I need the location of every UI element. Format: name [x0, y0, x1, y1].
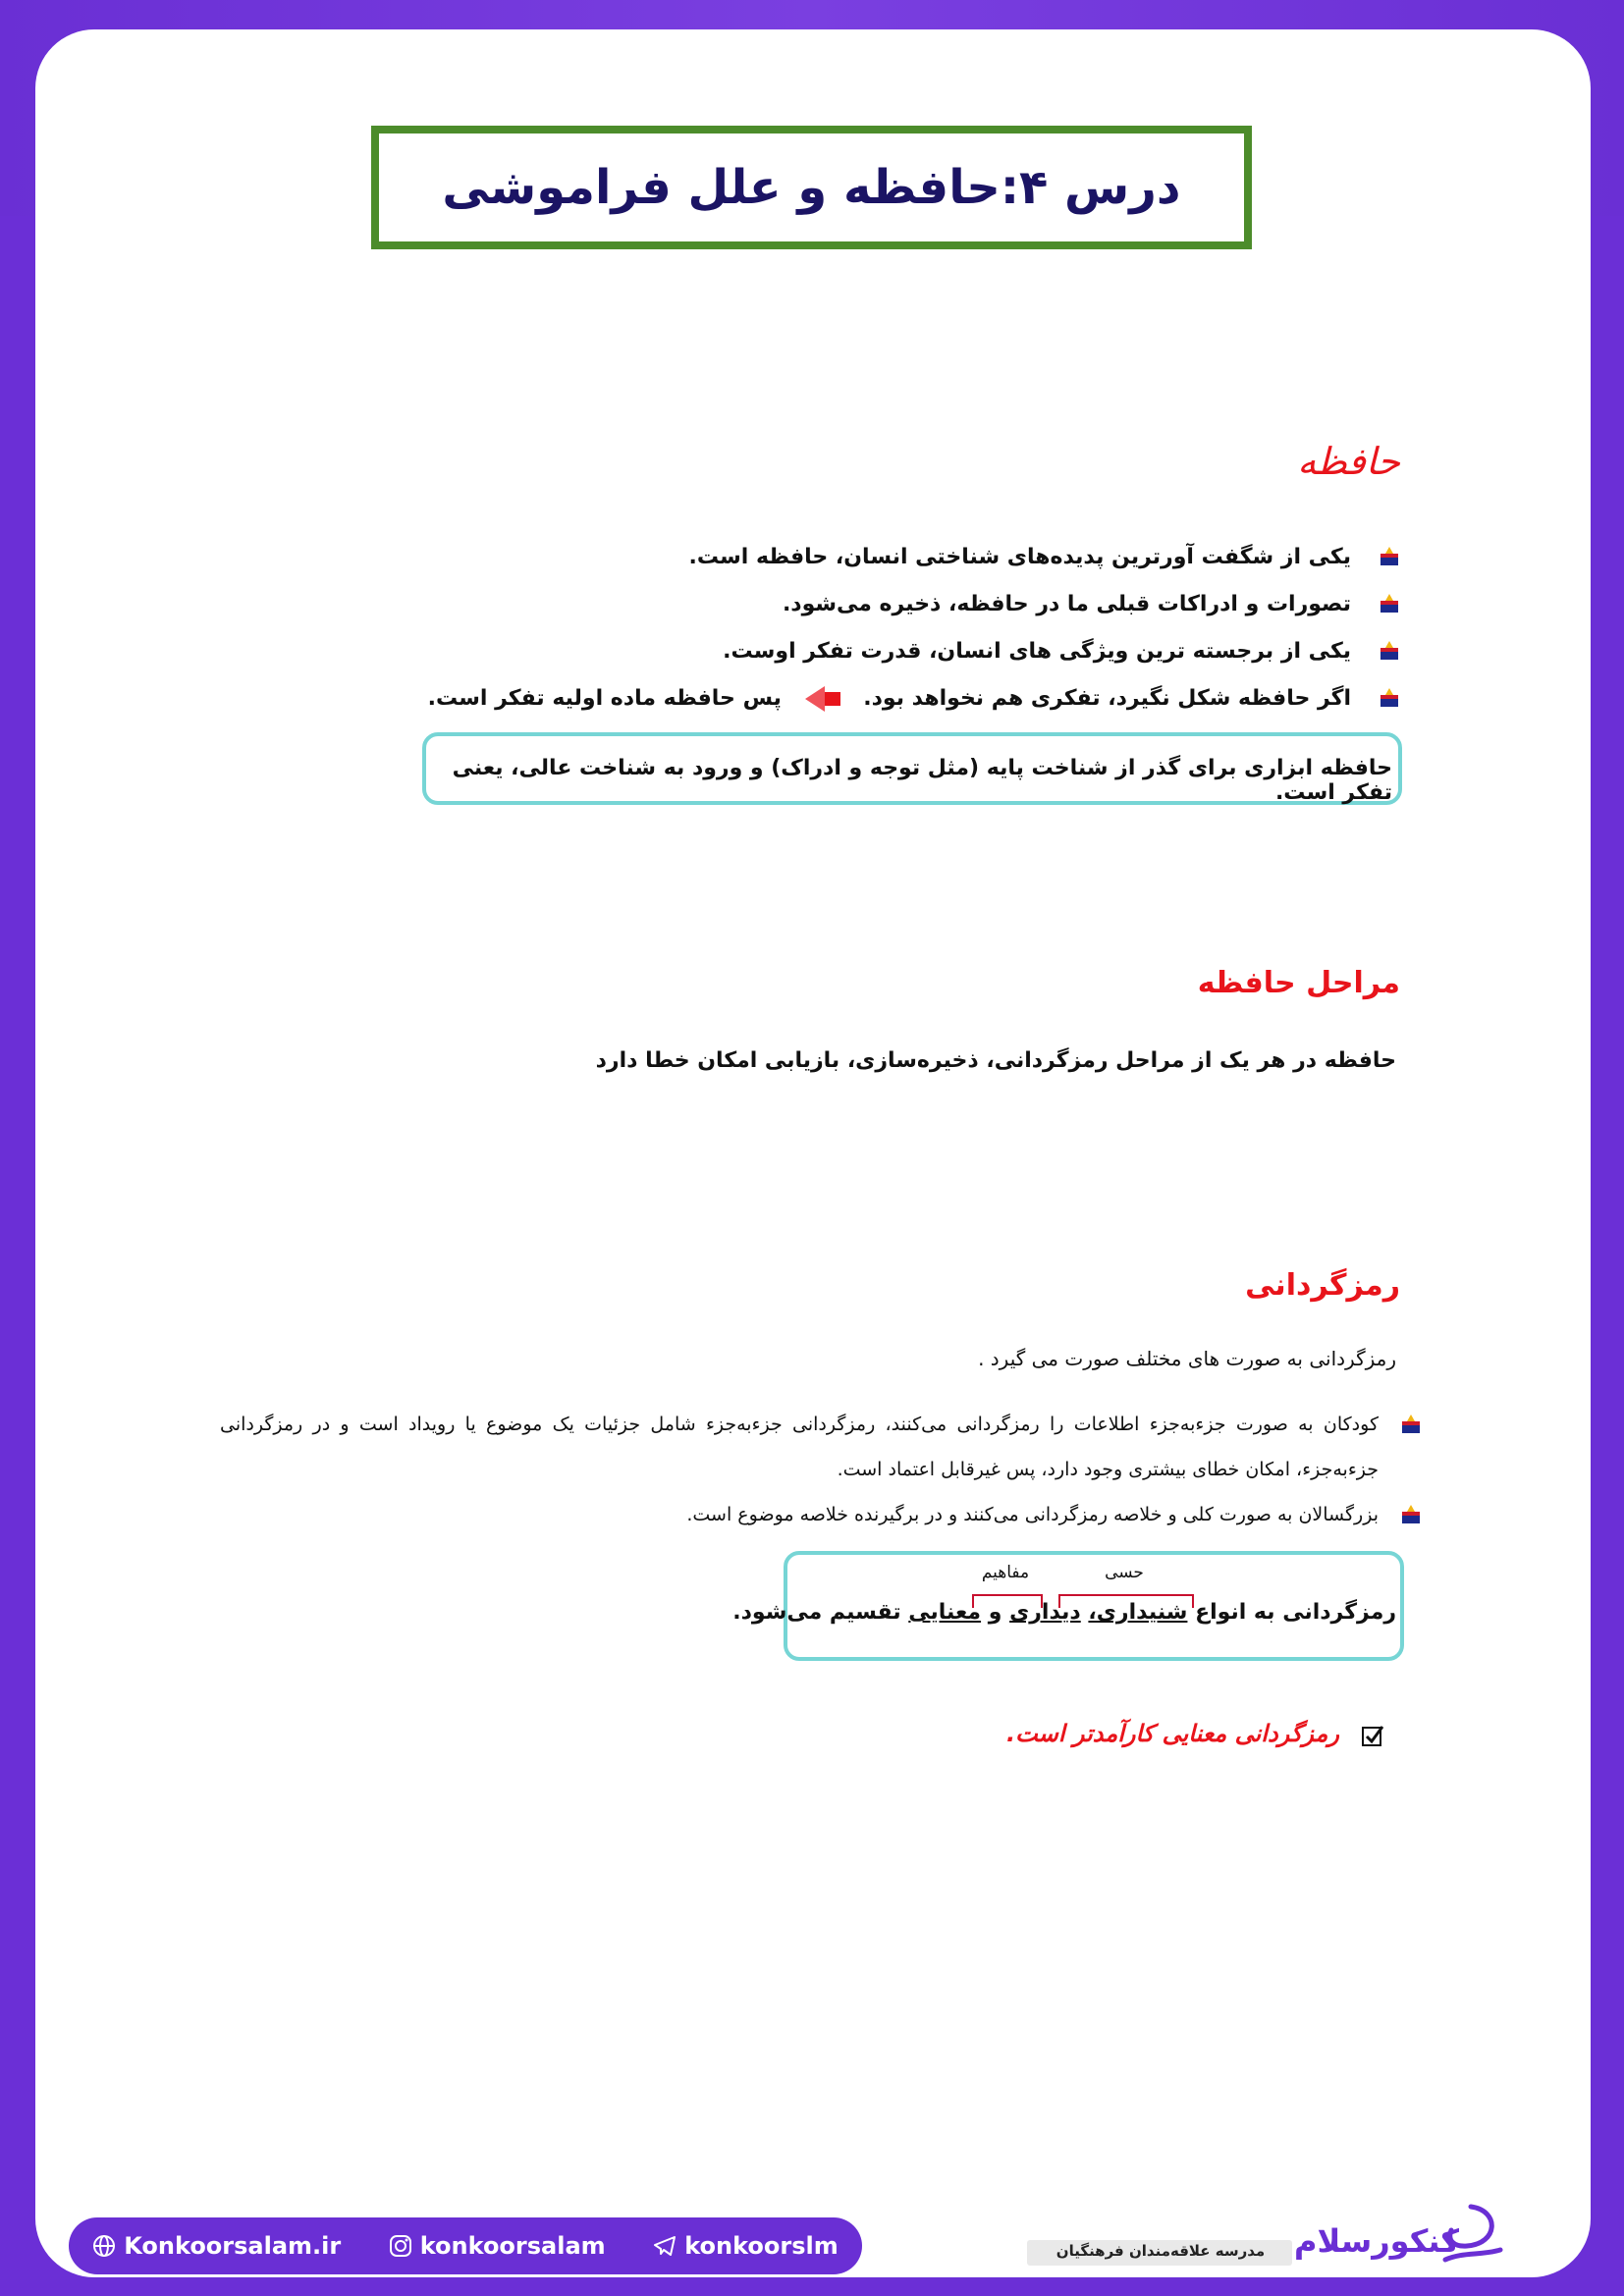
- bullet-arrow-icon: [1400, 1414, 1422, 1435]
- encoding-conclusion: رمزگردانی معنایی کارآمدتر است.: [1006, 1720, 1339, 1747]
- encoding-bullet-list: [220, 1402, 1379, 1537]
- bullet-arrow-icon: [1379, 640, 1400, 662]
- footer-social-bar: [69, 2217, 862, 2274]
- memory-bullet-text: اگر حافظه شکل نگیرد، تفکری هم نخواهد بود.: [863, 686, 1351, 711]
- encoding-bullet-text: بزرگسالان به صورت کلی و خلاصه رمزگردانی می‌کنند و در برگیرنده خلاصه موضوع است.: [686, 1504, 1379, 1525]
- memory-definition-box: [422, 732, 1402, 805]
- telegram-icon: [653, 2234, 677, 2258]
- logo-mark-icon: [1441, 2201, 1506, 2275]
- memory-bullet-text: تصورات و ادراکات قبلی ما در حافظه، ذخیره می‌شود.: [782, 592, 1351, 616]
- footer-telegram-text: konkoorslm: [684, 2232, 839, 2260]
- footer-website-text: Konkoorsalam.ir: [124, 2232, 342, 2260]
- title-box: [371, 126, 1252, 249]
- encoding-types-and: و: [988, 1600, 1002, 1625]
- section-heading-encoding: رمزگردانی: [1245, 1268, 1400, 1303]
- label-concepts: مفاهیم: [981, 1563, 1030, 1582]
- memory-bullet: [428, 581, 1351, 628]
- memory-bullet: [428, 628, 1351, 675]
- memory-bullet: [428, 675, 1351, 722]
- encoding-types-box: [732, 1551, 1404, 1661]
- encoding-types-suffix: تقسیم می‌شود.: [732, 1600, 901, 1625]
- page-sheet: [35, 29, 1591, 2277]
- section-heading-stages: مراحل حافظه: [1197, 966, 1400, 1000]
- checkbox-checked-icon: [1361, 1724, 1384, 1747]
- memory-bullet-text: پس حافظه ماده اولیه تفکر است.: [427, 686, 782, 711]
- concepts-bracket: [972, 1594, 1043, 1608]
- footer-website[interactable]: [92, 2232, 341, 2260]
- bullet-arrow-icon: [1379, 593, 1400, 614]
- memory-definition-text: حافظه ابزاری برای گذر از شناخت پایه (مثل توجه و ادراک) و ورود به شناخت عالی، یعنی تفکر است.: [452, 756, 1392, 805]
- memory-bullet: [428, 534, 1351, 581]
- logo-tagline: مدرسه علاقه‌مندان فرهنگیان: [1056, 2242, 1266, 2260]
- instagram-icon: [389, 2234, 412, 2258]
- footer-instagram[interactable]: [389, 2232, 606, 2260]
- memory-bullet-text: یکی از شگفت آورترین پدیده‌های شناختی انسان، حافظه است.: [688, 545, 1351, 569]
- globe-icon: [92, 2234, 116, 2258]
- encoding-bullet: [220, 1492, 1379, 1537]
- section-heading-memory: حافظه: [1297, 440, 1400, 483]
- pointer-arrow-icon: [803, 684, 842, 714]
- logo-name: کنکورسلام: [1294, 2222, 1459, 2260]
- encoding-types-prefix: رمزگردانی به انواع: [1195, 1600, 1396, 1625]
- label-sensory: حسی: [1105, 1563, 1144, 1582]
- sensory-bracket: [1058, 1594, 1194, 1608]
- encoding-bullet: [220, 1402, 1379, 1492]
- footer-telegram[interactable]: [653, 2232, 839, 2260]
- encoding-bullet-text: کودکان به صورت جزء‌به‌جزء اطلاعات را رمزگردانی می‌کنند، رمزگردانی جزء‌به‌جزء شامل جزئیات یک موضوع یا رویداد است و در رمزگردانی جزء‌به‌جزء، امکان خطای بیشتری وجود دارد، پس غیرقابل اعتماد است.: [220, 1414, 1379, 1480]
- brand-logo: [1027, 2201, 1508, 2279]
- memory-bullet-text: یکی از برجسته ترین ویژگی های انسان، قدرت تفکر اوست.: [723, 639, 1351, 664]
- encoding-intro: رمزگردانی به صورت های مختلف صورت می گیرد .: [978, 1347, 1396, 1370]
- footer-instagram-text: konkoorsalam: [419, 2232, 606, 2260]
- encoding-type-visual: دیداری: [1009, 1600, 1081, 1625]
- bullet-arrow-icon: [1379, 546, 1400, 567]
- page-title: درس ۴:حافظه و علل فراموشی: [442, 160, 1181, 215]
- bullet-arrow-icon: [1400, 1504, 1422, 1525]
- stages-text: حافظه در هر یک از مراحل رمزگردانی، ذخیره‌سازی، بازیابی امکان خطا دارد: [595, 1048, 1396, 1073]
- encoding-type-semantic: معنایی: [908, 1600, 982, 1625]
- memory-bullet-list: [428, 534, 1351, 722]
- encoding-type-auditory: شنیداری،: [1088, 1600, 1188, 1625]
- bullet-arrow-icon: [1379, 687, 1400, 709]
